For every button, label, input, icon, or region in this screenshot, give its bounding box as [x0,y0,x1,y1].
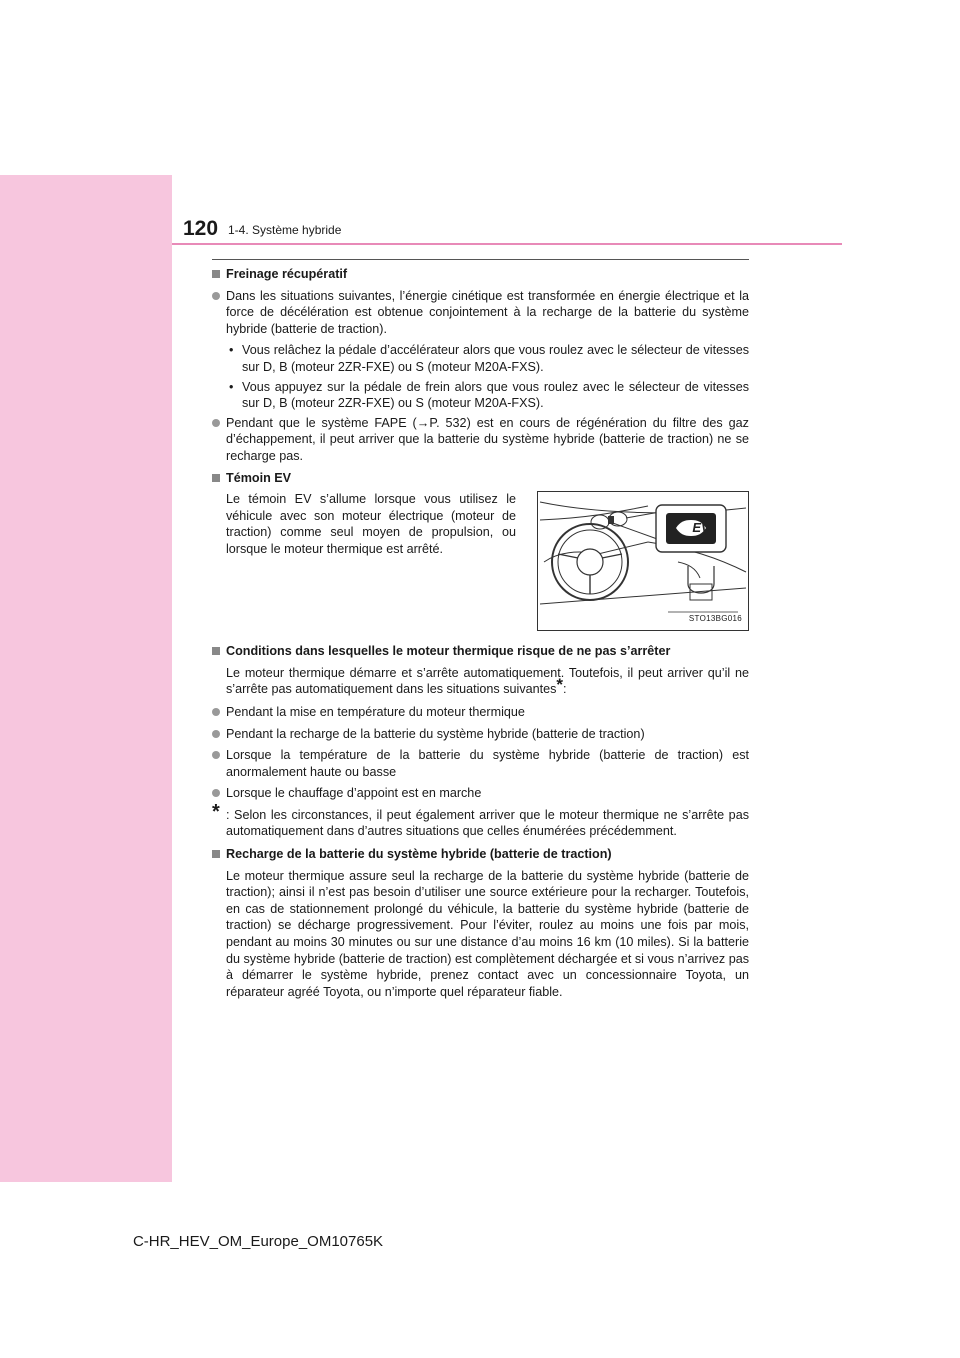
content-rule [212,259,749,260]
sub-item [212,342,749,375]
round-bullet-icon [212,292,220,300]
section-heading [212,470,749,487]
header-rule [172,243,842,245]
side-color-band [0,175,172,1182]
footer-doc-id: C-HR_HEV_OM_Europe_OM10765K [132,1233,384,1250]
bullet-item [212,747,749,780]
section-temoin-ev [212,470,749,632]
bullet-text: Dans les situations suivantes, l’énergie cinétique est transformée en énergie électrique et la force de décélération est obtenue conjointement à la recharge de la batterie du système hybride (batterie de traction). [226,288,749,336]
footnote-text: : Selon les circonstances, il peut également arriver que le moteur thermique ne s’arrête pas automatiquement dans d’autres situations que celles énumérées précédemment. [226,807,749,839]
section-recharge [212,846,749,1000]
dashboard-illustration [537,491,749,631]
round-bullet-icon [212,751,220,759]
small-bullet-icon: • [229,343,234,358]
footnote-marker: * [556,675,564,695]
paragraph-text: Le moteur thermique démarre et s’arrête automatiquement. Toutefois, il peut arriver qu’il ne s’arrête pas automatiquement dans les situations suivantes [226,665,749,697]
paragraph [212,665,749,698]
bullet-text: Lorsque la température de la batterie du système hybride (batterie de traction) est anormalement haute ou basse [226,748,749,779]
content-area [212,266,749,1006]
paragraph-text: : [563,682,567,697]
footnote [212,800,749,840]
section-conditions [212,643,749,840]
ev-row [212,491,749,631]
section-heading [212,266,749,283]
bullet-text: Pendant la mise en température du moteur thermique [226,704,525,719]
sub-item-text: Vous relâchez la pédale d’accélérateur alors que vous roulez avec le sélecteur de vitesses sur D, B (moteur 2ZR-FXE) ou S (moteur M20A-FXS). [242,343,749,374]
sub-item-text: Vous appuyez sur la pédale de frein alors que vous roulez avec le sélecteur de vitesses sur D, B (moteur 2ZR-FXE) ou S (moteur M20A-FXS). [242,379,749,411]
bullet-item [212,704,749,721]
section-heading [212,643,749,660]
page-number: 120 [183,217,219,240]
round-bullet-icon [212,789,220,797]
heading-text: Témoin EV [226,470,292,485]
heading-text: Recharge de la batterie du système hybride (batterie de traction) [226,847,612,862]
round-bullet-icon [212,730,220,738]
small-bullet-icon: • [229,379,234,394]
bullet-text: Lorsque le chauffage d’appoint est en marche [226,786,482,801]
round-bullet-icon [212,708,220,716]
footnote-marker: * [212,800,220,823]
section-title: 1-4. Système hybride [228,223,342,237]
illustration-code: STO13BG016 [688,613,742,623]
bullet-item [212,288,749,338]
paragraph: Le moteur thermique assure seul la recharge de la batterie du système hybride (batterie de traction); ainsi il n’est pas besoin d’utiliser une source extérieure pour la recharger. Toutefois, en cas de stationnement prolongé du véhicule, la batterie du système hybride (batterie de traction) se décharge progressivement. Pour l’éviter, roulez au moins une fois par mois, pendant au moins 30 minutes ou sur une distance d’au moins 16 km (10 miles). Si la batterie du système hybride (batterie de traction) est complètement déchargée et si vous n’arrivez pas à démarrer le système hybride, prenez contact avec un concessionnaire Toyota, un réparateur agréé Toyota, ou n’importe quel réparateur fiable. [226,868,749,999]
bullet-text: ) est en cours de régénération du filtre des gaz d’échappement, il peut arriver que la batterie du système hybride (batterie de traction) ne se recharge pas. [226,415,749,463]
square-bullet-icon [212,474,220,482]
square-bullet-icon [212,270,220,278]
heading-text: Freinage récupératif [226,267,348,281]
section-freinage [212,266,749,465]
page-reference-link[interactable]: →P. 532 [416,415,467,430]
round-bullet-icon [212,419,220,427]
section-heading [212,846,749,863]
heading-text: Conditions dans lesquelles le moteur thermique risque de ne pas s’arrêter [226,644,671,659]
bullet-item [212,415,749,465]
bullet-item [212,726,749,743]
ev-badge-label: EV [692,520,710,536]
bullet-text: Pendant que le système FAPE ( [226,415,417,430]
bullet-text: Pendant la recharge de la batterie du système hybride (batterie de traction) [226,726,645,741]
dashboard-drawing [538,492,748,630]
sub-item [212,379,749,412]
square-bullet-icon [212,647,220,655]
bullet-item [212,785,749,802]
ev-description: Le témoin EV s’allume lorsque vous utilisez le véhicule avec son moteur électrique (moteur de traction) comme seul moyen de propulsion, ou lorsque le moteur thermique est arrêté. [226,492,516,556]
square-bullet-icon [212,850,220,858]
